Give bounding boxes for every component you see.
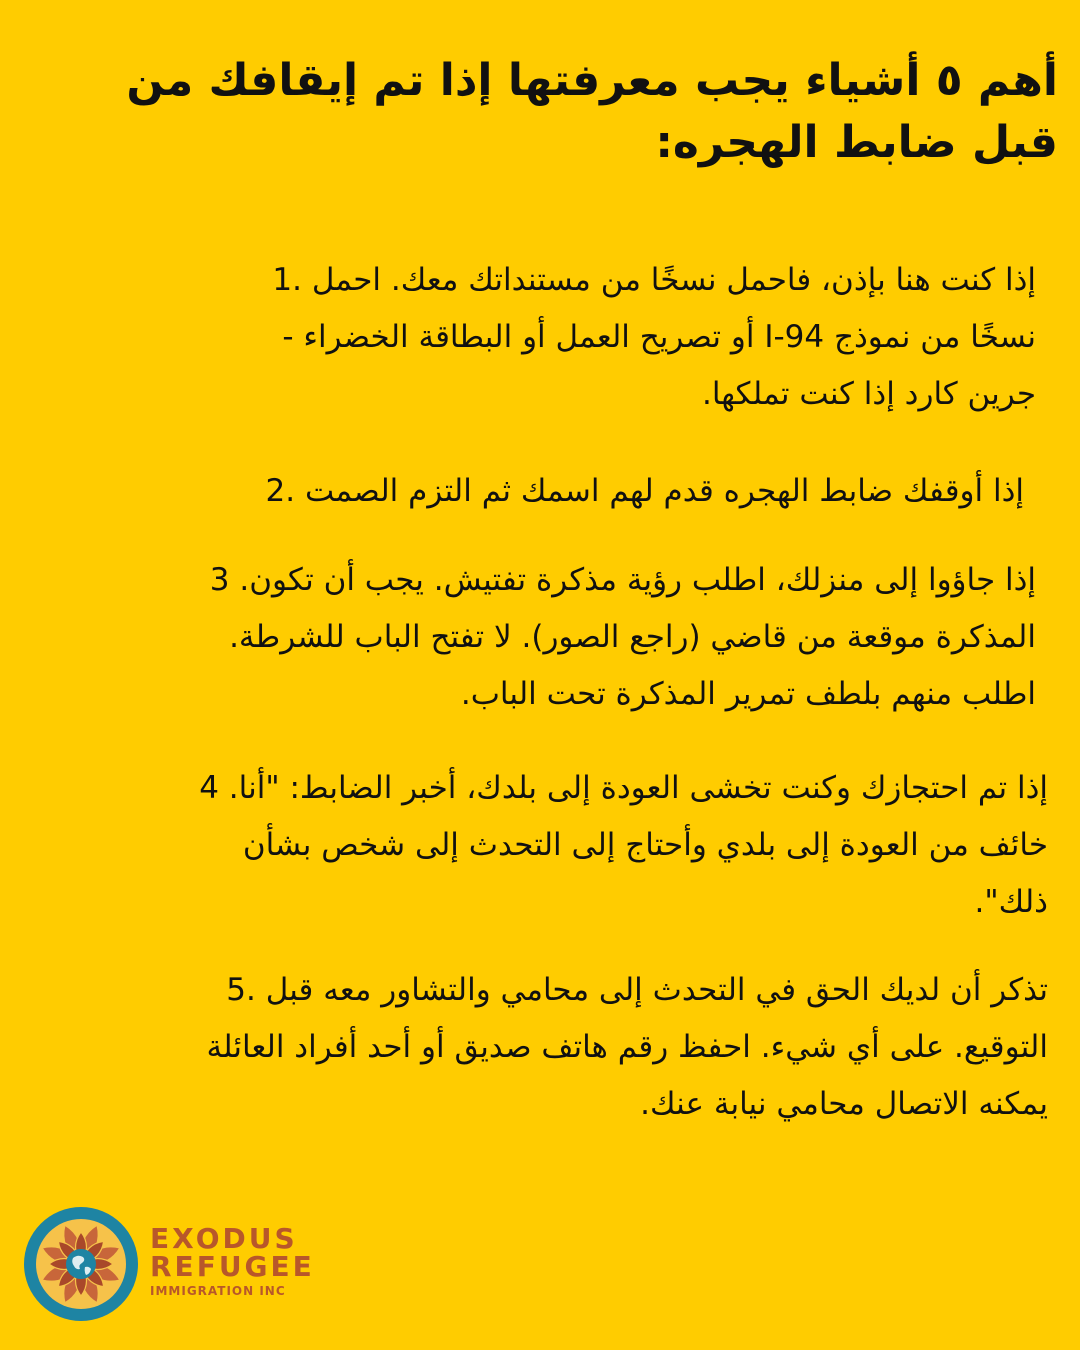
list-item-line: اطلب منهم بلطف تمرير المذكرة تحت الباب. [460,676,1036,712]
list-item-line: إذا جاؤوا إلى منزلك، اطلب رؤية مذكرة تفتيش. يجب أن تكون. 3 [209,562,1036,598]
lotus-globe-emblem-icon [22,1205,140,1323]
list-item-5 [28,962,1048,1133]
list-item-line: إذا تم احتجازك وكنت تخشى العودة إلى بلدك، أخبر الضابط: "أنا. 4 [199,770,1048,806]
logo-line-immigration: IMMIGRATION INC [150,1284,286,1298]
list-item-line: نسخًا من نموذج 94-I أو تصريح العمل أو البطاقة الخضراء - [282,319,1036,355]
list-item-line: التوقيع. على أي شيء. احفظ رقم هاتف صديق أو أحد أفراد العائلة [206,1029,1048,1065]
list-item-4 [28,760,1048,931]
list-item-3 [36,552,1036,723]
list-item-2 [44,463,1024,520]
logo-wordmark [150,1222,315,1299]
exodus-logo [22,1205,315,1323]
list-item-line: تذكر أن لديك الحق في التحدث إلى محامي والتشاور معه قبل .5 [226,972,1048,1008]
list-item-1 [46,252,1036,423]
list-item-line: جرين كارد إذا كنت تملكها. [702,376,1036,412]
list-item-line: يمكنه الاتصال محامي نيابة عنك. [640,1086,1048,1122]
list-item-line: ذلك". [974,884,1048,920]
list-item-line: خائف من العودة إلى بلدي وأحتاج إلى التحدث إلى شخص بشأن [242,827,1048,863]
list-item-line: إذا أوقفك ضابط الهجره قدم لهم اسمك ثم التزم الصمت .2 [265,473,1024,509]
list-item-line: إذا كنت هنا بإذن، فاحمل نسخًا من مستنداتك معك. احمل .1 [272,262,1036,298]
list-item-line: المذكرة موقعة من قاضي (راجع الصور). لا تفتح الباب للشرطة. [229,619,1036,655]
page-title: أهم ٥ أشياء يجب معرفتها إذا تم إيقافك من قبل ضابط الهجره: [126,55,1058,168]
logo-line-exodus: EXODUS [150,1222,298,1255]
logo-line-refugee: REFUGEE [150,1250,315,1283]
